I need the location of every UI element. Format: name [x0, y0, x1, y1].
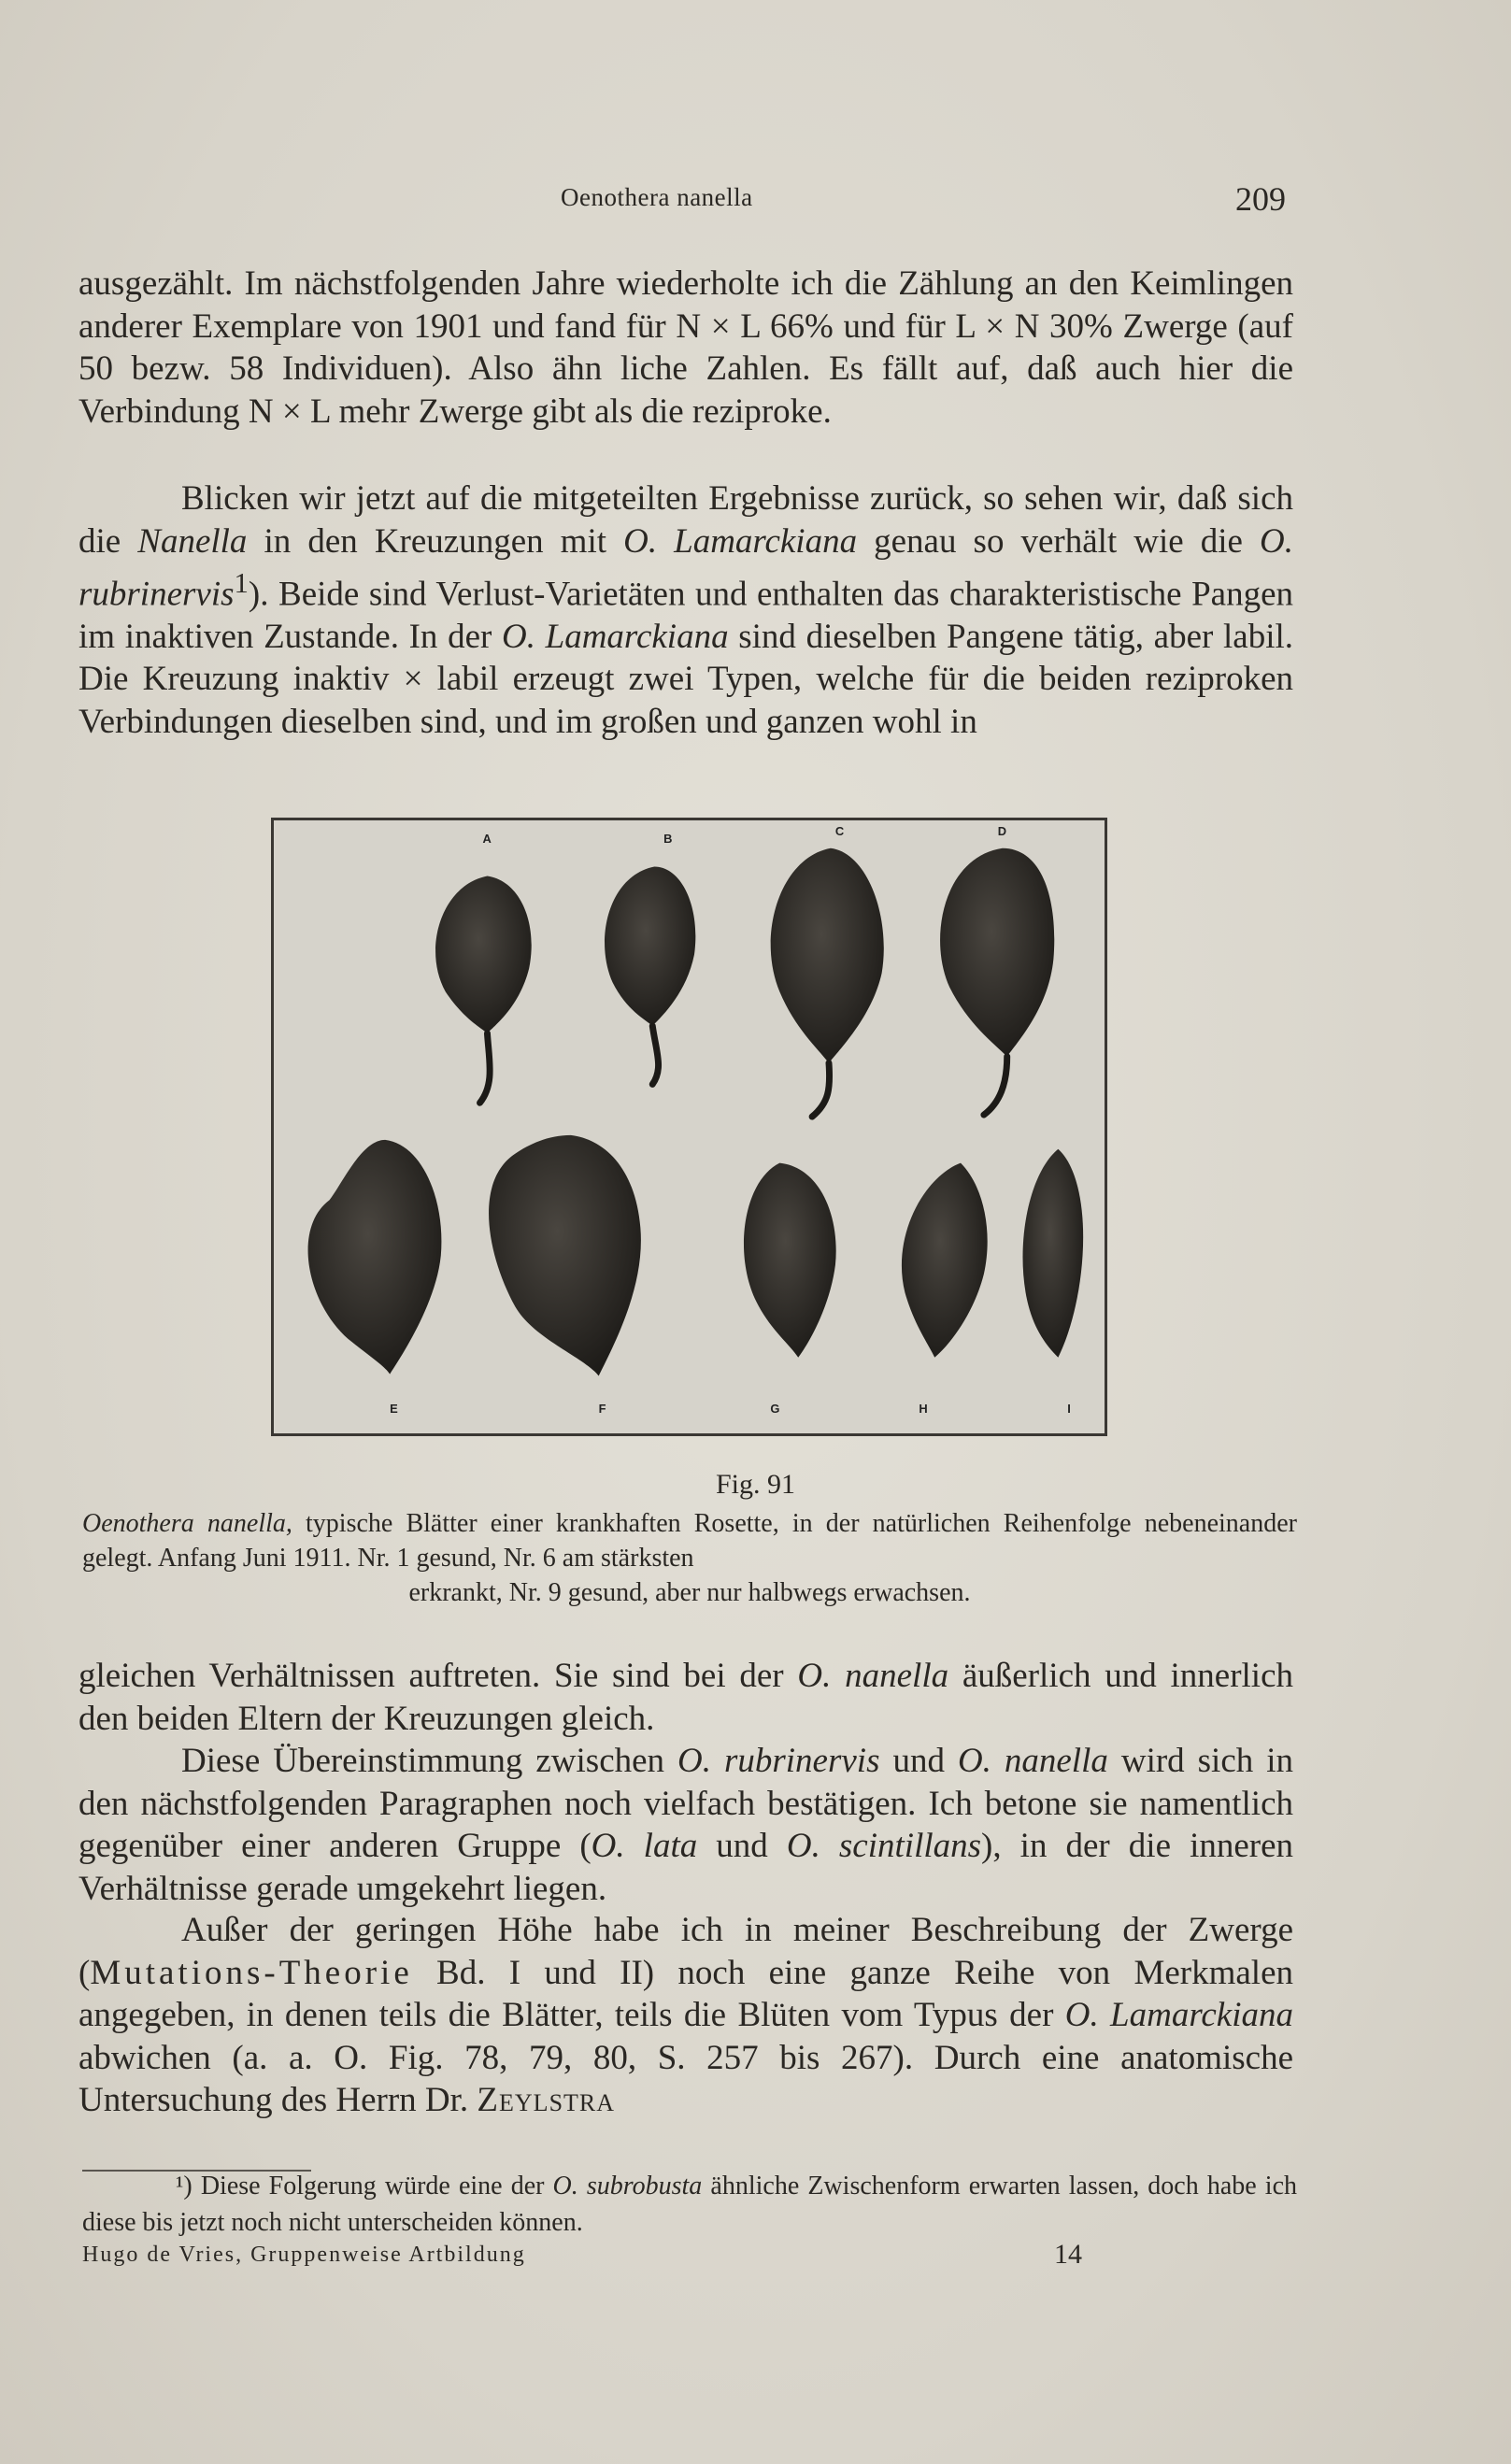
caption-species: Oenothera nanella,	[82, 1509, 292, 1538]
species-name: O. rubrinervis	[78, 521, 1294, 614]
species-name: O. rubrinervis	[677, 1742, 880, 1780]
leaf-label: B	[663, 831, 673, 846]
text-line: und für L × N 30% Zwerge (auf 50 bezw. 58 Individuen). Also ähn	[78, 306, 1293, 388]
species-name: O. scintillans	[786, 1827, 982, 1865]
page-number: 209	[1235, 180, 1286, 218]
text-run: in den Kreuzungen mit	[247, 521, 624, 561]
text-line: liche Zahlen. Es fällt auf, daß auch hier die Verbindung N × L mehr	[78, 349, 1293, 431]
species-name: O. Lamarckiana	[1064, 1996, 1293, 2034]
text-run: abwichen (a. a. O. Fig. 78, 79, 80, S. 257 bis 267). Durch eine anatomische Untersuchung des Herrn Dr.	[78, 2038, 1293, 2119]
text-run: Diese Übereinstimmung zwischen	[181, 1742, 678, 1780]
paragraph-continuation	[78, 263, 1293, 433]
figure-caption	[82, 1506, 1297, 1610]
paragraph-results	[78, 477, 1293, 743]
signature-mark: 14	[1054, 2239, 1082, 2270]
text-line: ausgezählt. Im nächstfolgenden Jahre wiederholte ich die Zählung an	[78, 264, 1069, 303]
species-name: O. lata	[591, 1827, 698, 1865]
footnote-ref: 1	[234, 567, 249, 599]
species-name: O. Lamarckiana	[502, 617, 729, 656]
caption-text: erkrankt, Nr. 9 gesund, aber nur halbwegs erwachsen.	[408, 1578, 971, 1607]
footnote-marker: ¹)	[176, 2172, 192, 2201]
leaf-f	[489, 1135, 641, 1376]
text-run: und	[879, 1742, 958, 1780]
text-run: wird sich in den nächstfolgenden Paragraphen noch vielfach bestätigen. Ich betone sie namentlich gegenüber einer anderen Gruppe (	[78, 1742, 1294, 1865]
leaf-b	[605, 867, 695, 1085]
text-run: Außer der geringen Höhe habe ich in meiner Beschreibung der Zwerge (	[78, 1911, 1293, 1992]
leaf-label: E	[390, 1402, 398, 1417]
leaf-e	[308, 1140, 442, 1374]
leaf-label: F	[598, 1402, 606, 1417]
species-name: Nanella	[137, 521, 248, 561]
paragraph-agreement	[78, 1740, 1293, 1910]
text-run: ). Beide sind Verlust-Varietäten und enthalten das charakteristische Pangen im inaktiven Zustande. In der	[78, 575, 1293, 656]
leaf-label: H	[919, 1402, 928, 1417]
species-name: O. nanella	[957, 1742, 1108, 1780]
leaf-a	[435, 876, 532, 1103]
leaf-d	[940, 848, 1054, 1115]
text-run: ), in der die inneren Verhältnisse gerade umgekehrt liegen.	[78, 1827, 1294, 1908]
text-run: Blicken wir jetzt auf die mitgeteilten Ergebnisse zurück, so sehen wir, daß sich die	[78, 479, 1293, 561]
leaf-label: A	[482, 831, 492, 846]
leaves-plate	[274, 820, 1105, 1433]
text-run: ähnliche Zwischenform erwarten lassen, doch habe ich diese bis jetzt noch nicht unterscheiden können.	[82, 2172, 1297, 2237]
text-line: den Keimlingen anderer Exemplare von 1901 und fand für N × L 66%	[78, 264, 1293, 346]
species-name: O. nanella	[797, 1657, 949, 1695]
running-title: Oenothera nanella	[561, 183, 753, 211]
paragraph-conditions	[78, 1655, 1293, 1740]
leaf-c	[771, 848, 884, 1117]
leaf-label: I	[1067, 1402, 1071, 1417]
text-run: gleichen Verhältnissen auftreten. Sie sind bei der	[78, 1657, 798, 1695]
leaf-g	[744, 1163, 836, 1358]
leaf-label: C	[834, 823, 845, 838]
figure-number: Fig. 91	[715, 1469, 796, 1500]
species-name: O. subrobusta	[552, 2172, 703, 2201]
leaf-label: G	[770, 1402, 780, 1417]
figure-photograph	[271, 818, 1107, 1436]
printer-signature: Hugo de Vries, Gruppenweise Artbildung	[82, 2243, 526, 2267]
text-run: und	[697, 1827, 787, 1865]
author-name: Zeylstra	[477, 2081, 616, 2119]
page-header	[0, 180, 1511, 221]
text-run: sind dieselben Pangene tätig, aber labil. Die Kreuzung inaktiv × labil erzeugt zwei Typen, welche für die beiden reziproken Verbindungen dieselben sind, und im großen und ganzen wohl in	[78, 617, 1294, 741]
text-run: Diese Folgerung würde eine der	[192, 2172, 553, 2201]
caption-text: typische Blätter einer krankhaften Rosette, in der natürlichen Reihenfolge nebeneinander gelegt. Anfang Juni 1911. Nr. 1 gesund, Nr. 6 am stärksten	[82, 1509, 1297, 1573]
leaf-i	[1023, 1149, 1084, 1358]
text-run: äußerlich und innerlich den beiden Eltern der Kreuzungen gleich.	[78, 1657, 1293, 1738]
text-run: genau so verhält wie die	[857, 521, 1261, 561]
text-run: Bd. I und II) noch eine ganze Reihe von Merkmalen angegeben, in denen teils die Blätter, teils die Blüten vom Typus der	[78, 1953, 1293, 2034]
text-line: Zwerge gibt als die reziproke.	[418, 392, 832, 431]
footnote	[82, 2168, 1297, 2241]
leaf-h	[902, 1163, 988, 1358]
spaced-title: Mutations-Theorie	[90, 1953, 413, 1992]
species-name: O. Lamarckiana	[623, 521, 858, 561]
leaf-label: D	[997, 823, 1007, 838]
paragraph-features	[78, 1909, 1293, 2122]
